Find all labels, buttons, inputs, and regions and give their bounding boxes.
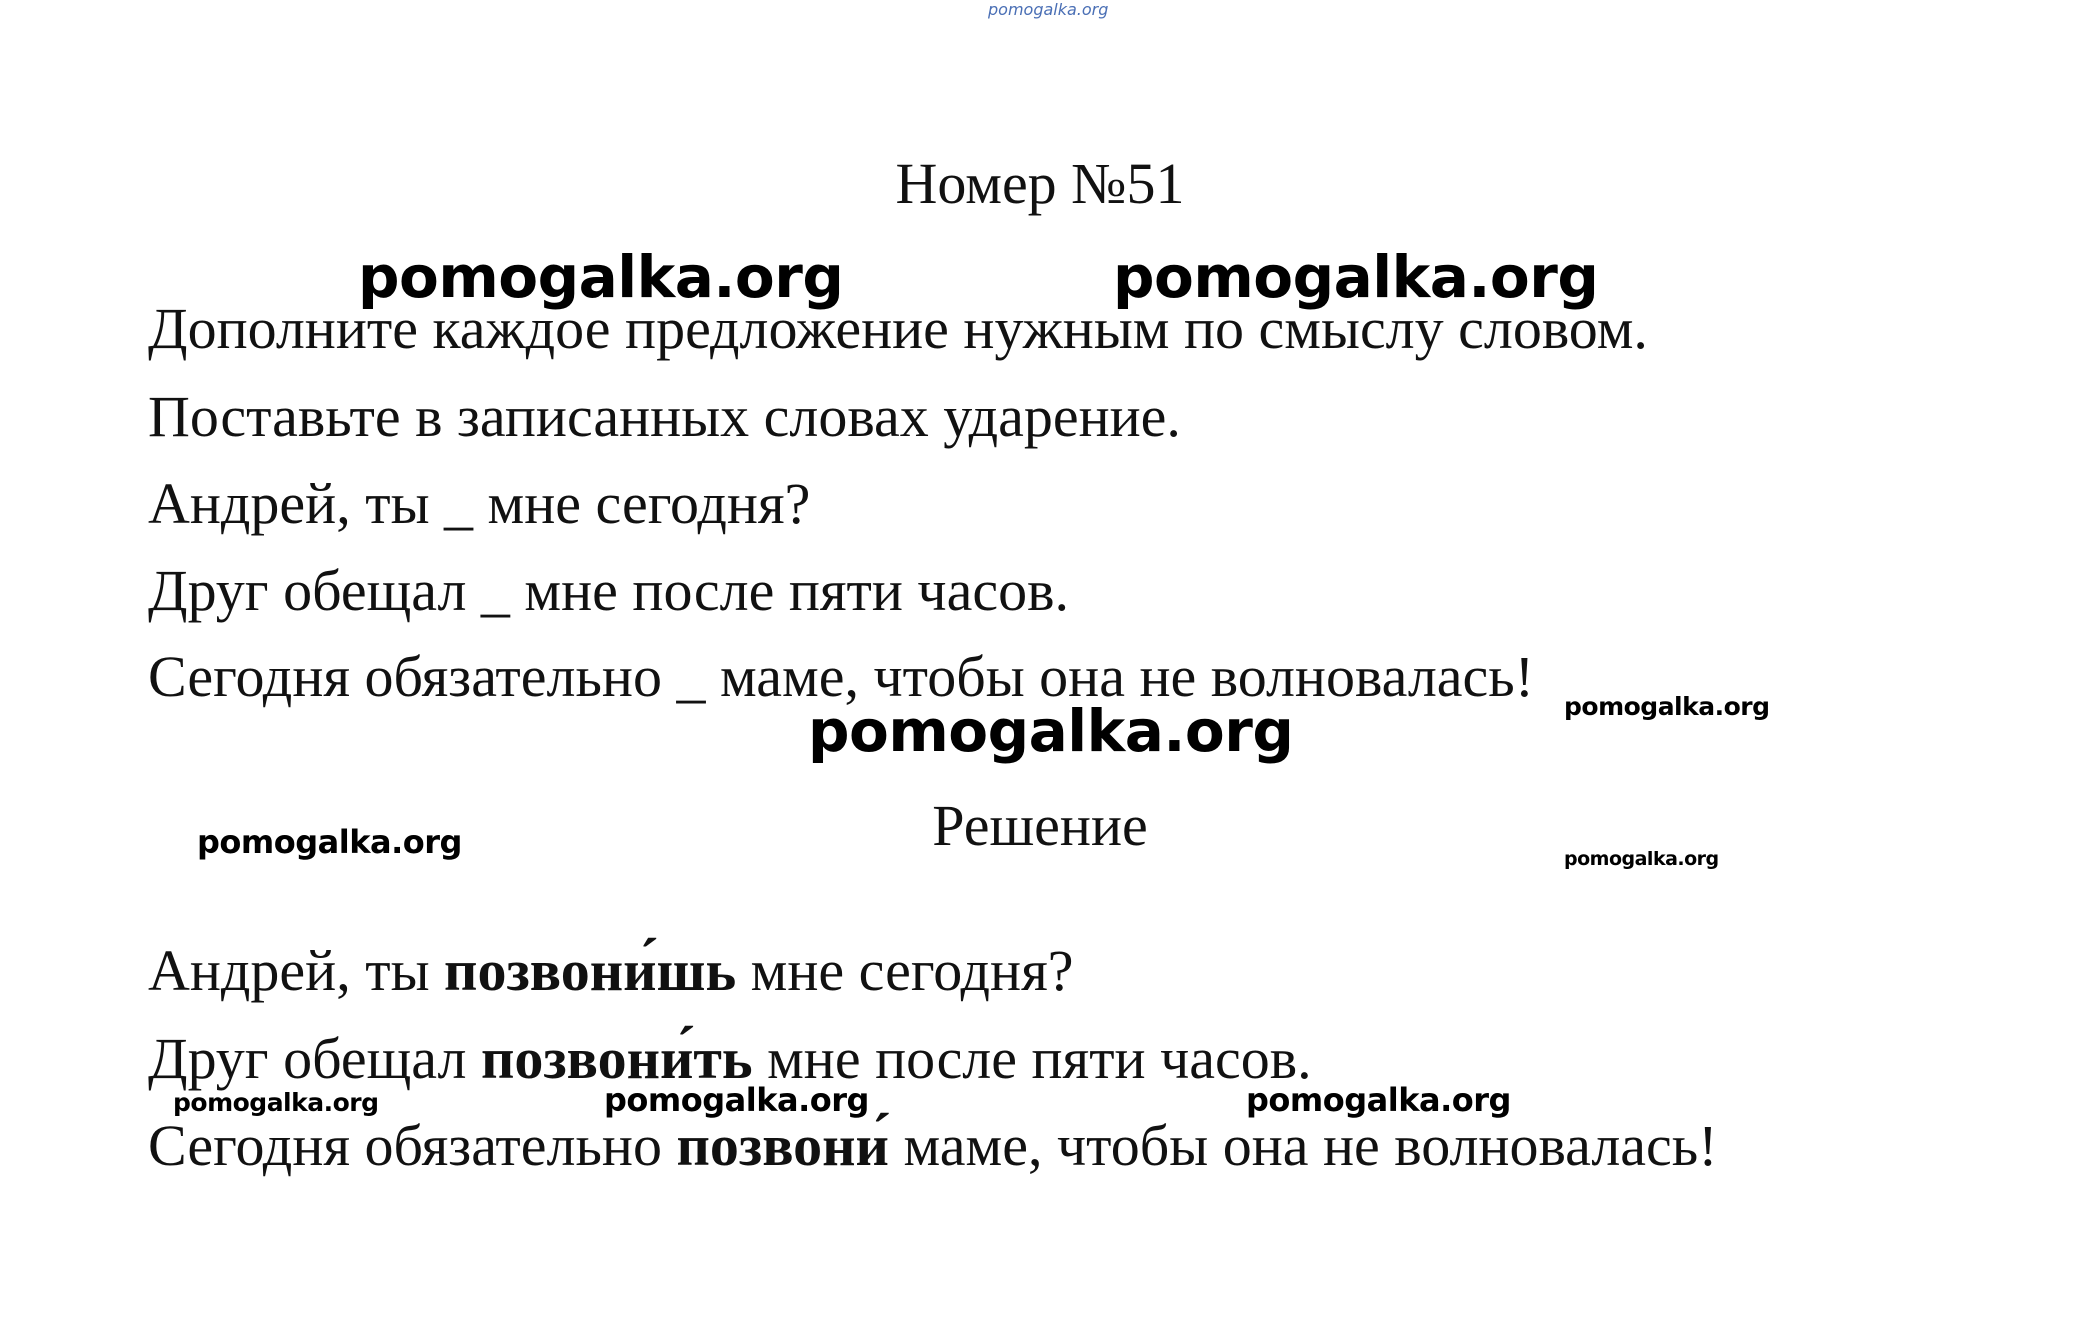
answer-word: позвони́шь xyxy=(444,938,737,1003)
task-sentence: Сегодня обязательно _ маме, чтобы она не волновалась! xyxy=(148,644,1535,709)
solution-sentence xyxy=(148,1026,1312,1091)
sentence-start: Сегодня обязательно xyxy=(148,1113,677,1178)
solution-title: Решение xyxy=(932,793,1148,858)
solution-sentence xyxy=(148,938,1074,1003)
sentence-end: маме, чтобы она не волновалась! xyxy=(888,1113,1718,1178)
sentence-end: мне после пяти часов. xyxy=(752,1026,1312,1091)
instruction-line: Дополните каждое предложение нужным по смыслу словом. xyxy=(148,296,1648,361)
watermark-top: pomogalka.org xyxy=(988,0,1109,19)
answer-word: позвони́ xyxy=(676,1113,889,1178)
watermark: pomogalka.org xyxy=(197,823,462,861)
instruction-line: Поставьте в записанных словах ударение. xyxy=(148,384,1181,449)
watermark: pomogalka.org xyxy=(358,243,844,311)
page-title: Номер №51 xyxy=(895,151,1185,216)
sentence-end: мне сегодня? xyxy=(736,938,1074,1003)
watermark: pomogalka.org xyxy=(1246,1081,1511,1119)
task-sentence: Андрей, ты _ мне сегодня? xyxy=(148,471,811,536)
watermark: pomogalka.org xyxy=(1564,848,1719,870)
answer-word: позвони́ть xyxy=(480,1026,753,1091)
task-sentence: Друг обещал _ мне после пяти часов. xyxy=(148,558,1069,623)
watermark: pomogalka.org xyxy=(604,1081,869,1119)
watermark: pomogalka.org xyxy=(1113,243,1599,311)
solution-sentence xyxy=(148,1113,1718,1178)
watermark: pomogalka.org xyxy=(173,1088,379,1117)
sentence-start: Андрей, ты xyxy=(148,938,445,1003)
watermark: pomogalka.org xyxy=(1564,692,1770,721)
watermark: pomogalka.org xyxy=(808,697,1294,765)
sentence-start: Друг обещал xyxy=(148,1026,481,1091)
